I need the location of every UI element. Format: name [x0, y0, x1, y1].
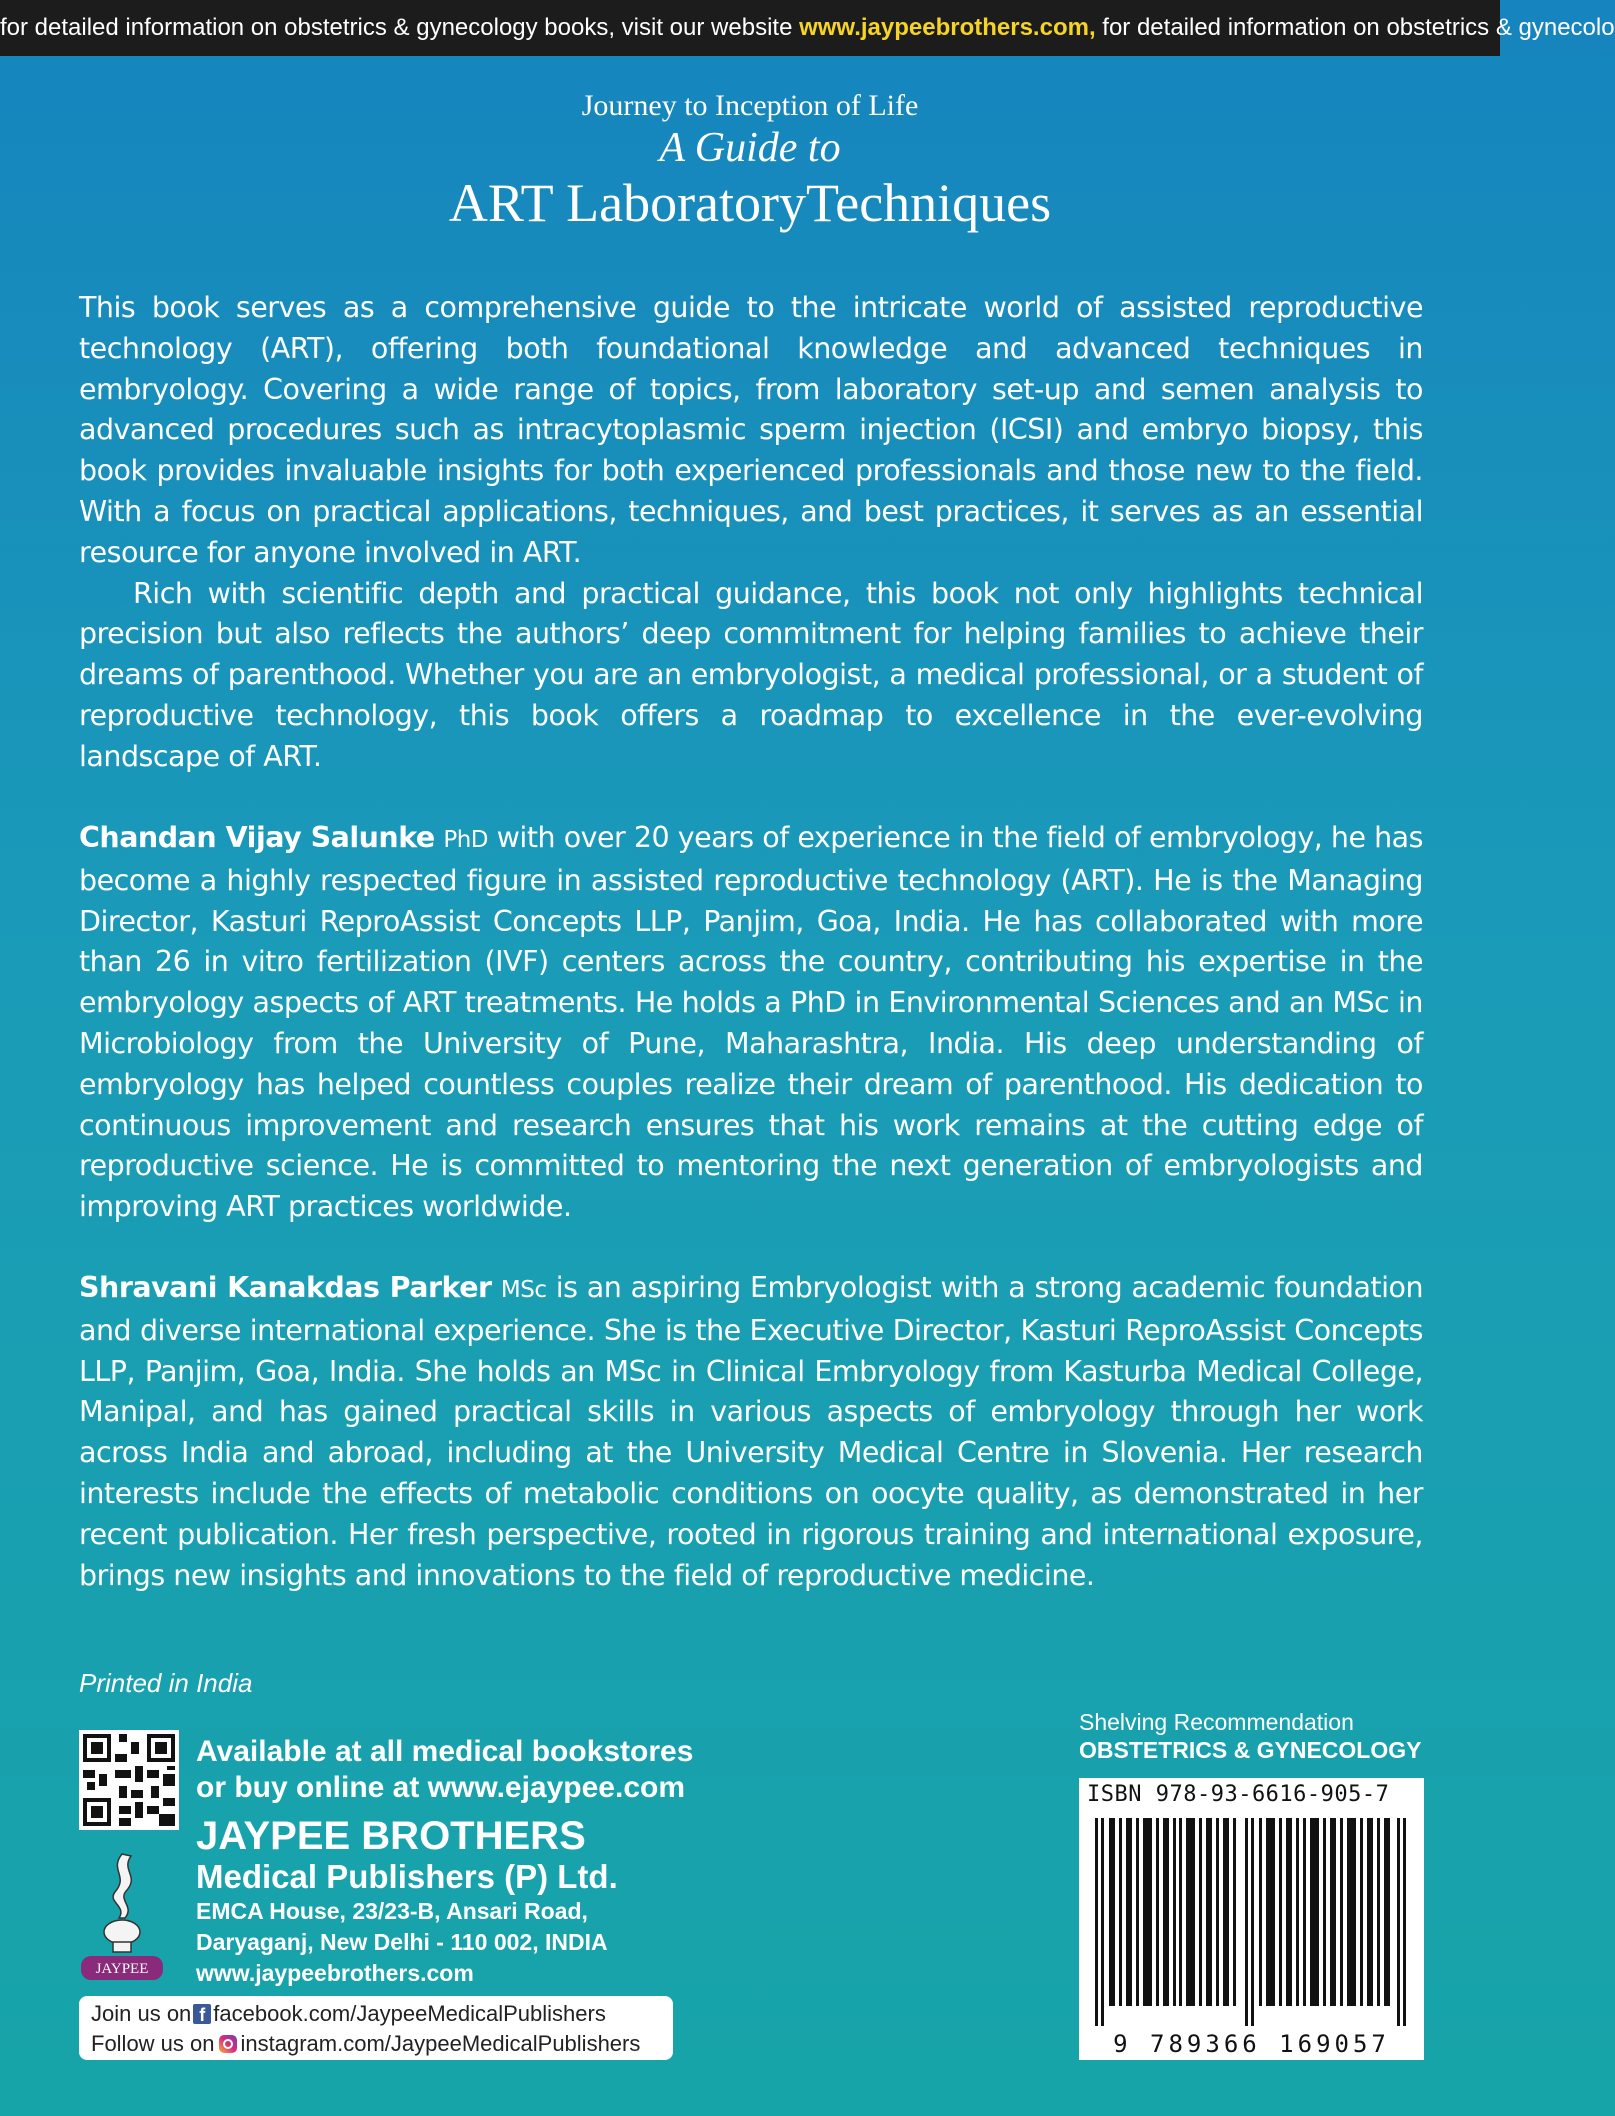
publisher-name: JAYPEE BROTHERS [196, 1814, 586, 1858]
facebook-link[interactable]: facebook.com/JaypeeMedicalPublishers [213, 2001, 606, 2026]
barcode-icon [1089, 1818, 1414, 2026]
instagram-icon [219, 2035, 237, 2053]
logo-label: JAYPEE [95, 1961, 149, 1977]
instagram-link[interactable]: instagram.com/JaypeeMedicalPublishers [240, 2031, 641, 2056]
author-2-name: Shravani Kanakdas Parker [79, 1271, 492, 1304]
title-line-3: ART LaboratoryTechniques [448, 173, 1052, 233]
title-line-1: Journey to Inception of Life [581, 89, 919, 122]
jaypee-logo-icon [79, 1846, 165, 1982]
availability-line-2[interactable]: or buy online at www.ejaypee.com [196, 1771, 686, 1804]
author-bio-1 [79, 818, 1423, 1228]
availability-line-1: Available at all medical bookstores [196, 1735, 694, 1768]
publisher-subname: Medical Publishers (P) Ltd. [196, 1858, 618, 1895]
facebook-icon: f [193, 2004, 211, 2024]
author-1-bio: with over 20 years of experience in the field of embryology, he has become a highly respected figure in assisted reproductive technology (ART). He is the Managing Director, Kasturi ReproAssist Concepts LLP, Panjim, Goa, India. He has collaborated with more than 26 in vitro fertilization (IVF) centers across the country, contributing his expertise in the embryology aspects of ART treatments. He holds a PhD in Environmental Sciences and an MSc in Microbiology from the University of Pune, Maharashtra, India. His deep understanding of embryology has helped countless couples realize their dream of parenthood. His dedication to continuous improvement and research ensures that his work remains at the cutting edge of reproductive science. He is committed to mentoring the next generation of embryologists and improving ART practices worldwide. [79, 821, 1423, 1224]
shelving-recommendation [1079, 1708, 1421, 1764]
publisher-address-2: Daryaganj, New Delhi - 110 002, INDIA [196, 1929, 608, 1955]
banner-text-start: for detailed information on obstetrics & gynecology books, visit our website [0, 14, 800, 41]
author-2-bio: is an aspiring Embryologist with a strong academic foundation and diverse international experience. She is the Executive Director, Kasturi ReproAssist Concepts LLP, Panjim, Goa, India. She holds an MSc in Clinical Embryology from Kasturba Medical College, Manipal, and has gained practical skills in various aspects of embryology through her work across India and abroad, including at the University Medical Centre in Slovenia. Her research interests include the effects of metabolic conditions on oocyte quality, as demonstrated in her recent publication. Her fresh perspective, rooted in rigorous training and international exposure, brings new insights and innovations to the field of reproductive medicine. [79, 1271, 1424, 1592]
publisher-website[interactable]: www.jaypeebrothers.com [196, 1960, 474, 1986]
author-2-degree: MSc [500, 1277, 547, 1303]
banner-url[interactable]: www.jaypeebrothers.com, [799, 14, 1096, 41]
social-links [79, 1996, 673, 2060]
availability-text [196, 1734, 693, 1806]
facebook-row[interactable] [91, 1999, 661, 2029]
isbn-barcode [1079, 1778, 1424, 2060]
author-bio-2 [79, 1268, 1423, 1596]
shelving-category: OBSTETRICS & GYNECOLOGY [1079, 1737, 1422, 1763]
isbn-label: ISBN 978-93-6616-905-7 [1087, 1782, 1390, 1807]
barcode-digits: 9 789366 169057 [1113, 2030, 1390, 2058]
description-paragraph-1: This book serves as a comprehensive guide to the intricate world of assisted reproductive technology (ART), offering both foundational knowledge and advanced techniques in embryology. Covering a wide range of topics, from laboratory set-up and semen analysis to advanced procedures such as intracytoplasmic sperm injection (ICSI) and embryo biopsy, this book provides invaluable insights for both experienced professionals and those new to the field. With a focus on practical applications, techniques, and best practices, it serves as an essential resource for anyone involved in ART. [79, 291, 1423, 569]
book-title [0, 88, 1500, 234]
book-description [79, 288, 1423, 778]
author-1-name: Chandan Vijay Salunke [79, 821, 435, 854]
printed-in-india: Printed in India [79, 1668, 253, 1698]
top-banner [0, 0, 1615, 56]
description-paragraph-2: Rich with scientific depth and practical guidance, this book not only highlights technical precision but also reflects the authors’ deep commitment for helping families to achieve their dreams of parenthood. Whether you are an embryologist, a medical professional, or a student of reproductive technology, this book offers a roadmap to excellence in the ever-evolving landscape of ART. [79, 576, 1423, 773]
shelving-label: Shelving Recommendation [1079, 1709, 1354, 1735]
follow-label: Follow us on [91, 2031, 215, 2056]
banner-text-end: for detailed information on obstetrics & gynecolo [1095, 14, 1615, 41]
title-line-2: A Guide to [659, 125, 841, 171]
publisher-info [196, 1814, 618, 1989]
qr-code-icon[interactable] [79, 1730, 179, 1830]
author-1-degree: PhD [443, 827, 489, 853]
join-label: Join us on [91, 2001, 192, 2026]
instagram-row[interactable] [91, 2029, 661, 2059]
publisher-address-1: EMCA House, 23/23-B, Ansari Road, [196, 1898, 588, 1924]
